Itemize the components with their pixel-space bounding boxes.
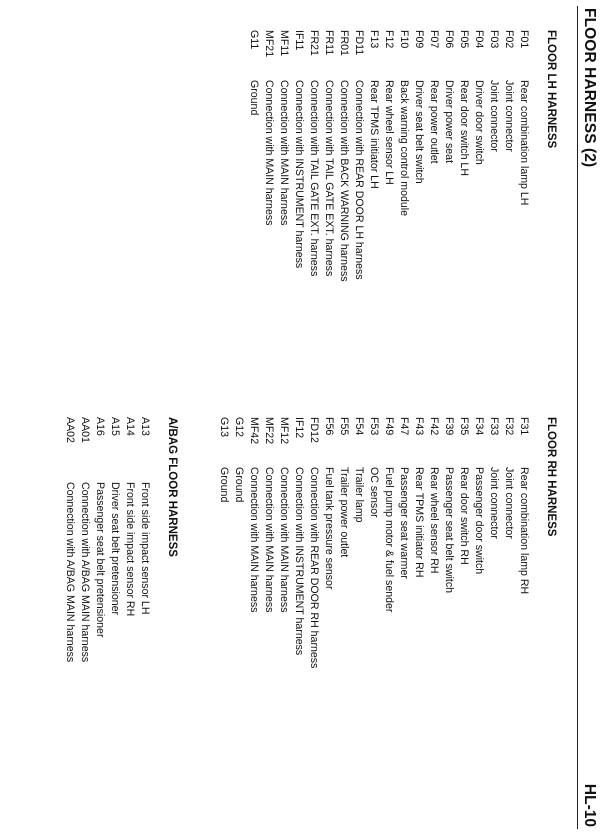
connector-description: Fuel tank pressure sensor: [323, 467, 335, 590]
connector-code: F02: [503, 30, 515, 49]
connector-code: F03: [488, 30, 500, 49]
section-title: A/BAG FLOOR HARNESS: [166, 417, 178, 557]
connector-code: F55: [338, 417, 350, 436]
connector-description: Front side impact sensor RH: [124, 482, 136, 617]
connector-code: F12: [383, 30, 395, 49]
connector-description: Passenger seat warmer: [398, 467, 410, 579]
connector-code: FR01: [338, 30, 350, 56]
connector-code: F10: [398, 30, 410, 49]
connector-row: [486, 30, 501, 282]
connector-list: [216, 417, 531, 668]
connector-description: Front side impact sensor LH: [139, 482, 151, 615]
connector-row: [261, 30, 276, 282]
connector-code: F56: [323, 417, 335, 436]
connector-code: F01: [518, 30, 530, 49]
connector-row: [441, 417, 456, 668]
connector-code: G12: [233, 417, 245, 438]
connector-code: F09: [413, 30, 425, 49]
connector-row: [231, 417, 246, 668]
connector-description: Joint connector: [488, 80, 500, 152]
connector-description: Passenger seat belt pretensioner: [94, 482, 106, 638]
connector-row: [426, 417, 441, 668]
connector-description: Joint connector: [503, 467, 515, 539]
connector-code: MF22: [263, 417, 275, 445]
connector-code: F32: [503, 417, 515, 436]
connector-row: [411, 417, 426, 668]
connector-row: [516, 417, 531, 668]
connector-description: Connection with REAR DOOR LH harness: [353, 80, 365, 280]
connector-row: [351, 30, 366, 282]
connector-row: [336, 30, 351, 282]
connector-code: F54: [353, 417, 365, 436]
connector-code: F06: [443, 30, 455, 49]
connector-code: IF11: [293, 30, 305, 51]
connector-row: [441, 30, 456, 282]
connector-row: [471, 417, 486, 668]
connector-row: [501, 417, 516, 668]
connector-description: Passenger seat belt switch: [443, 467, 455, 594]
connector-description: Ground: [218, 467, 230, 503]
connector-description: Connection with INSTRUMENT harness: [293, 467, 305, 656]
connector-description: Rear combination lamp RH: [518, 467, 530, 595]
connector-description: Ground: [233, 467, 245, 503]
connector-description: Joint connector: [503, 80, 515, 152]
connector-description: Back warning control module: [398, 80, 410, 217]
connector-code: F34: [473, 417, 485, 436]
connector-description: Rear TPMS initiator RH: [413, 467, 425, 578]
connector-code: F33: [488, 417, 500, 436]
connector-row: [246, 30, 261, 282]
connector-description: Joint connector: [488, 467, 500, 539]
connector-description: Connection with MAIN harness: [263, 80, 275, 226]
connector-code: F47: [398, 417, 410, 436]
connector-description: Trailer power outlet: [338, 467, 350, 558]
connector-row: [92, 417, 107, 662]
connector-description: Connection with TAIL GATE EXT. harness: [323, 80, 335, 277]
connector-row: [336, 417, 351, 668]
abag-floor-harness-section: [62, 417, 178, 662]
connector-code: F35: [458, 417, 470, 436]
connector-description: Rear combination lamp LH: [518, 80, 530, 206]
connector-description: Rear wheel sensor RH: [428, 467, 440, 574]
connector-code: FR11: [323, 30, 335, 56]
section-title: FLOOR LH HARNESS: [545, 30, 557, 149]
connector-row: [501, 30, 516, 282]
connector-row: [381, 417, 396, 668]
connector-code: G11: [248, 30, 260, 50]
header-rule: [577, 6, 578, 829]
connector-description: Rear door switch RH: [458, 467, 470, 565]
connector-description: Driver seat belt pretensioner: [109, 482, 121, 616]
connector-description: Connection with BACK WARNING harness: [338, 80, 350, 282]
connector-description: Driver power seat: [443, 80, 455, 164]
connector-code: A16: [94, 417, 106, 436]
connector-code: FD11: [353, 30, 365, 56]
connector-code: F49: [383, 417, 395, 436]
connector-code: A13: [139, 417, 151, 436]
connector-row: [366, 30, 381, 282]
connector-code: F39: [443, 417, 455, 436]
connector-description: Rear power outlet: [428, 80, 440, 164]
connector-row: [381, 30, 396, 282]
connector-row: [276, 30, 291, 282]
connector-list: [62, 417, 152, 662]
connector-row: [321, 417, 336, 668]
connector-description: OC sensor: [368, 467, 380, 518]
connector-row: [426, 30, 441, 282]
connector-description: Ground: [248, 80, 260, 116]
connector-row: [471, 30, 486, 282]
connector-description: Passenger door switch: [473, 467, 485, 575]
connector-code: AA01: [79, 417, 91, 443]
connector-row: [411, 30, 426, 282]
connector-list: [246, 30, 531, 282]
connector-code: FR21: [308, 30, 320, 56]
connector-code: F31: [518, 417, 530, 436]
connector-code: MF21: [263, 30, 275, 58]
connector-code: F13: [368, 30, 380, 49]
connector-row: [291, 30, 306, 282]
connector-code: MF11: [278, 30, 290, 57]
connector-code: F04: [473, 30, 485, 49]
connector-row: [396, 30, 411, 282]
connector-row: [456, 30, 471, 282]
connector-description: Connection with MAIN harness: [278, 80, 290, 226]
section-title: FLOOR RH HARNESS: [545, 417, 557, 537]
connector-description: Driver door switch: [473, 80, 485, 165]
page-number: HL-10: [581, 783, 598, 827]
connector-code: IF12: [293, 417, 305, 439]
connector-code: AA02: [64, 417, 76, 443]
connector-row: [291, 417, 306, 668]
connector-row: [516, 30, 531, 282]
connector-row: [306, 30, 321, 282]
connector-row: [216, 417, 231, 668]
connector-description: Rear TPMS initiator LH: [368, 80, 380, 189]
connector-description: Connection with TAIL GATE EXT. harness: [308, 80, 320, 277]
connector-description: Connection with A/BAG MAIN harness: [79, 482, 91, 663]
connector-description: Rear door switch LH: [458, 80, 470, 176]
connector-row: [261, 417, 276, 668]
connector-row: [486, 417, 501, 668]
connector-row: [351, 417, 366, 668]
connector-row: [306, 417, 321, 668]
connector-row: [456, 417, 471, 668]
connector-description: Connection with MAIN harness: [263, 467, 275, 613]
connector-description: Connection with MAIN harness: [248, 467, 260, 613]
connector-code: F05: [458, 30, 470, 49]
connector-description: Connection with INSTRUMENT harness: [293, 80, 305, 269]
connector-description: Trailer lamp: [353, 467, 365, 523]
connector-row: [246, 417, 261, 668]
connector-code: MF12: [278, 417, 290, 445]
connector-code: F53: [368, 417, 380, 436]
floor-rh-harness-section: [216, 417, 557, 668]
page-title: FLOOR HARNESS (2): [581, 8, 598, 168]
connector-code: F07: [428, 30, 440, 49]
connector-row: [77, 417, 92, 662]
floor-lh-harness-section: [246, 30, 557, 282]
connector-code: G13: [218, 417, 230, 438]
connector-code: F43: [413, 417, 425, 436]
connector-code: MF42: [248, 417, 260, 445]
connector-description: Connection with REAR DOOR RH harness: [308, 467, 320, 669]
connector-description: Fuel pump motor & fuel sender: [383, 467, 395, 613]
connector-code: A15: [109, 417, 121, 436]
connector-row: [396, 417, 411, 668]
connector-description: Connection with MAIN harness: [278, 467, 290, 613]
connector-row: [122, 417, 137, 662]
connector-code: FD12: [308, 417, 320, 443]
connector-description: Connection with A/BAG MAIN harness: [64, 482, 76, 663]
connector-row: [321, 30, 336, 282]
connector-row: [62, 417, 77, 662]
connector-code: F42: [428, 417, 440, 436]
connector-row: [276, 417, 291, 668]
connector-code: A14: [124, 417, 136, 436]
connector-description: Rear wheel sensor LH: [383, 80, 395, 185]
connector-row: [137, 417, 152, 662]
connector-row: [366, 417, 381, 668]
connector-description: Driver seat belt switch: [413, 80, 425, 184]
connector-row: [107, 417, 122, 662]
